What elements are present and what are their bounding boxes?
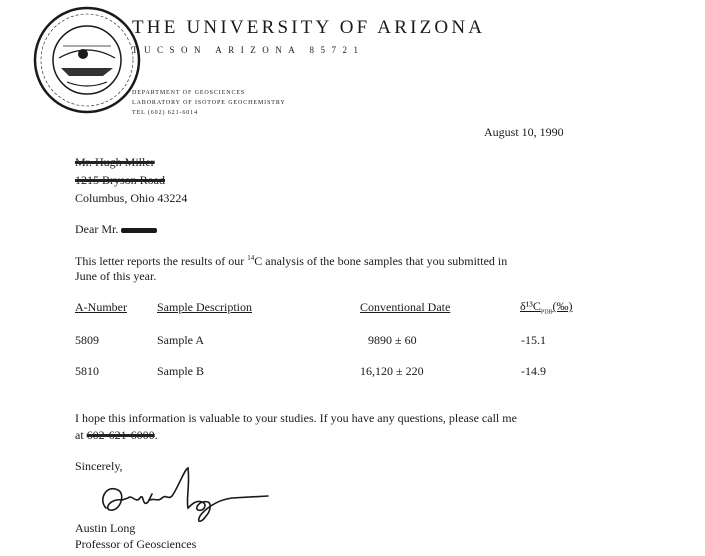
city-line: TUCSON ARIZONA 85721 [132,45,365,55]
header-delta-c13: $\delta^{13}C_{PDB}(‰)$ [520,299,573,316]
signer-name: Austin Long [75,521,136,535]
row-1-delta: -15.1 [521,333,546,347]
paragraph-2-line-2: at 602-621-6000. [75,428,158,442]
header-conventional-date: Conventional Date [360,300,451,314]
redacted-name [121,228,157,233]
header-a-number: A-Number [75,300,127,314]
department-line: DEPARTMENT OF GEOSCIENCES [132,90,246,96]
closing: Sincerely, [75,459,123,473]
salutation-text: Dear Mr. [75,222,119,236]
recipient-name: Mr. Hugh Miller [75,155,155,169]
row-1-number: 5809 [75,333,99,347]
header-sample-description: Sample Description [157,300,252,314]
row-2-number: 5810 [75,364,99,378]
laboratory-line: LABORATORY OF ISOTOPE GEOCHEMISTRY [132,100,286,106]
row-2-date: 16,120 ± 220 [360,364,424,378]
university-seal-icon [33,6,141,114]
row-2-description: Sample B [157,364,204,378]
telephone-line: TEL (602) 621-6014 [132,110,198,116]
paragraph-2-line-1: I hope this information is valuable to your studies. If you have any questions, please call me [75,411,517,425]
row-2-delta: -14.9 [521,364,546,378]
row-1-date: 9890 ± 60 [368,333,417,347]
signer-title: Professor of Geosciences [75,537,197,551]
row-1-description: Sample A [157,333,204,347]
paragraph-1-line-2: June of this year. [75,269,157,283]
recipient-city: Columbus, Ohio 43224 [75,191,188,205]
handwritten-signature [92,464,272,526]
letter-date: August 10, 1990 [484,125,564,139]
paragraph-1-line-1: This letter reports the results of our $^{14}$C analysis of the bone samples that you submitted in [75,254,508,268]
salutation [75,222,157,237]
recipient-street: 1215 Bryson Road [75,173,165,187]
university-name: THE UNIVERSITY OF ARIZONA [132,17,486,38]
phone-number: 602-621-6000 [86,428,155,442]
